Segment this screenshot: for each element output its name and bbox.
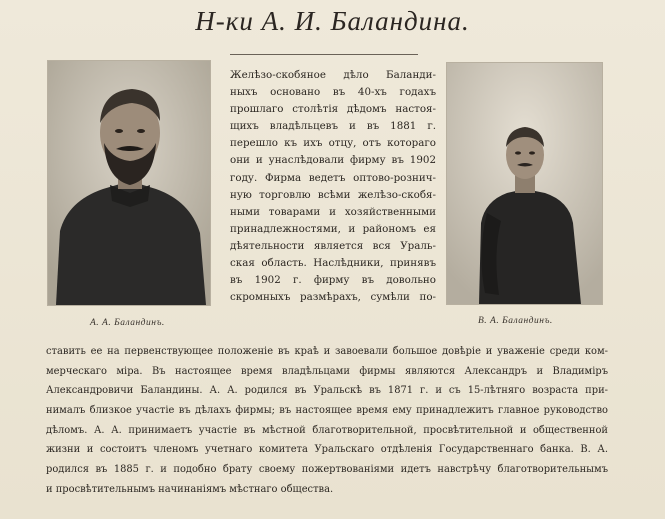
portrait-a-a-balandin-image xyxy=(48,61,210,305)
paragraph-line: нималъ близкое участіе въ дѣлахъ фирмы; въ настоящее время ему принадлежитъ главное руководство xyxy=(46,405,608,417)
column-line: перешло къ ихъ отцу, отъ котораго xyxy=(230,137,436,150)
column-line: ныхъ основано въ 40-хъ годахъ xyxy=(230,86,436,99)
portrait-a-a-balandin xyxy=(47,60,211,306)
column-line: ную торговлю всѣми желѣзо-скобя- xyxy=(230,188,436,201)
column-line: прошлаго столѣтія дѣдомъ настоя- xyxy=(230,103,436,116)
column-line: ными товарами и хозяйственными xyxy=(230,205,436,218)
paragraph-line: дѣломъ. А. А. принимаетъ участіе въ мѣстной благотворительной, просвѣтительной и общественной xyxy=(46,424,608,436)
paragraph-line: мерческаго міра. Въ настоящее время владѣльцами фирмы являются Александръ и Владиміръ xyxy=(46,365,608,377)
title-divider xyxy=(230,54,418,55)
column-line: Желѣзо-скобяное дѣло Баланди- xyxy=(230,69,436,81)
caption-v-a-balandin: В. А. Баландинъ. xyxy=(478,316,553,326)
column-text xyxy=(230,67,436,306)
paragraph-line: Александровичи Баландины. А. А. родился въ Уральскѣ въ 1871 г. и съ 15-лѣтняго возраста при- xyxy=(46,385,608,397)
caption-a-a-balandin: А. А. Баландинъ. xyxy=(90,318,165,328)
paragraph-line: и просвѣтительнымъ начинаніямъ мѣстнаго общества. xyxy=(46,483,334,495)
column-line: они и унаслѣдовали фирму въ 1902 xyxy=(230,154,436,167)
page-title: Н-ки А. И. Баландина. xyxy=(195,6,470,36)
column-line: дѣятельности является вся Ураль- xyxy=(230,239,436,252)
column-line: щихъ владѣльцевъ и въ 1881 г. xyxy=(230,120,436,133)
column-line: году. Фирма ведетъ оптово-рознич- xyxy=(230,171,436,184)
paragraph-line: ставить ее на первенствующее положеніе въ краѣ и завоевали большое довѣріе и уваженіе среди ком- xyxy=(46,346,608,357)
column-line: ская область. Наслѣдники, принявъ xyxy=(230,257,436,270)
column-line: скромныхъ размѣрахъ, сумѣли по- xyxy=(230,291,436,304)
full-width-text xyxy=(46,342,608,500)
portrait-v-a-balandin-image xyxy=(447,63,602,304)
portrait-v-a-balandin xyxy=(446,62,603,305)
column-line: принадлежностями, и райономъ ея xyxy=(230,222,436,235)
paragraph-line: родился въ 1885 г. и подобно брату своему пожертвованіями идетъ навстрѣчу благотворительнымъ xyxy=(46,464,608,476)
paragraph-line: жизни и состоитъ членомъ учетнаго комитета Уральскаго отдѣленія Государственнаго банка. В. А. xyxy=(46,444,608,456)
column-line: въ 1902 г. фирму въ довольно xyxy=(230,274,436,287)
